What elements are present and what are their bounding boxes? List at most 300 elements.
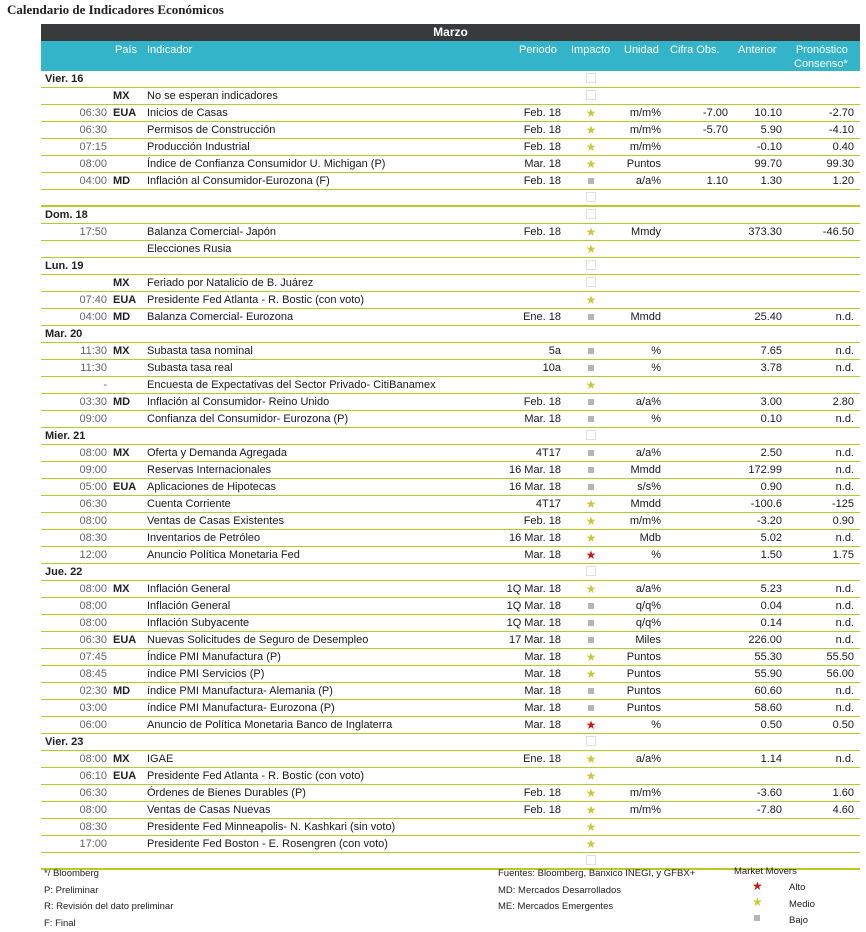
unit-cell: a/a%	[613, 175, 661, 187]
time-cell: -	[41, 379, 107, 391]
unit-cell: Puntos	[613, 668, 661, 680]
forecast-cell: 2.80	[791, 396, 854, 408]
unit-cell: Puntos	[613, 158, 661, 170]
table-row	[41, 632, 860, 649]
square-icon	[754, 915, 760, 921]
period-cell: Feb. 18	[481, 141, 561, 153]
day-header-row	[41, 564, 860, 581]
forecast-cell: 99.30	[791, 158, 854, 170]
indicator-cell: Nuevas Solicitudes de Seguro de Desempleo	[147, 634, 368, 646]
indicator-cell: Anuncio Política Monetaria Fed	[147, 549, 300, 561]
unit-cell: %	[613, 719, 661, 731]
forecast-cell: 1.60	[791, 787, 854, 799]
unit-cell: Puntos	[613, 702, 661, 714]
previous-cell: 0.14	[733, 617, 782, 629]
table-row	[41, 462, 860, 479]
square-icon	[579, 634, 603, 646]
col-indicador: Indicador	[147, 43, 192, 57]
star-icon: ★	[579, 124, 603, 137]
forecast-cell: n.d.	[791, 481, 854, 493]
forecast-cell: n.d.	[791, 685, 854, 697]
star-icon: ★	[579, 770, 603, 783]
day-label: Mar. 20	[45, 328, 82, 340]
notes-left	[44, 866, 173, 932]
indicator-cell: Presidente Fed Minneapolis- N. Kashkari (sin voto)	[147, 821, 395, 833]
empty-box-icon	[579, 430, 603, 443]
time-cell: 11:30	[41, 362, 107, 374]
empty-box-icon	[579, 90, 603, 103]
note-fuentes: Fuentes: Bloomberg, Banxico INEGI, y GFBX+	[498, 866, 695, 883]
period-cell: Feb. 18	[481, 124, 561, 136]
col-anterior: Anterior	[738, 43, 777, 57]
table-row	[41, 717, 860, 734]
day-header-row	[41, 207, 860, 224]
indicator-cell: Inflación al Consumidor-Eurozona (F)	[147, 175, 330, 187]
unit-cell: %	[613, 362, 661, 374]
notes-sources	[498, 866, 695, 916]
square-icon	[579, 447, 603, 459]
previous-cell: 1.30	[733, 175, 782, 187]
day-header-row	[41, 258, 860, 275]
day-label: Jue. 22	[45, 566, 82, 578]
day-header-row	[41, 71, 860, 88]
note-final: F: Final	[44, 916, 173, 932]
previous-cell: 55.30	[733, 651, 782, 663]
square-icon	[579, 481, 603, 493]
table-row	[41, 513, 860, 530]
col-pais: País	[115, 43, 137, 57]
forecast-cell: n.d.	[791, 702, 854, 714]
note-bloomberg: */ Bloomberg	[44, 866, 173, 883]
previous-cell: 0.50	[733, 719, 782, 731]
time-cell: 06:30	[41, 107, 107, 119]
previous-cell: -3.20	[733, 515, 782, 527]
table-row	[41, 598, 860, 615]
square-icon	[579, 413, 603, 425]
period-cell: Mar. 18	[481, 719, 561, 731]
table-row	[41, 292, 860, 309]
table-row	[41, 819, 860, 836]
square-icon	[579, 702, 603, 714]
period-cell: Feb. 18	[481, 107, 561, 119]
empty-box-icon	[579, 73, 603, 86]
unit-cell: Mmdy	[613, 226, 661, 238]
previous-cell: 60.60	[733, 685, 782, 697]
star-icon: ★	[579, 787, 603, 800]
unit-cell: a/a%	[613, 583, 661, 595]
forecast-cell: -46.50	[791, 226, 854, 238]
indicator-cell: Balanza Comercial- Japón	[147, 226, 276, 238]
indicator-cell: Inflación al Consumidor- Reino Unido	[147, 396, 329, 408]
star-icon: ★	[752, 879, 763, 893]
indicator-cell: Presidente Fed Atlanta - R. Bostic (con voto)	[147, 770, 364, 782]
indicator-cell: IGAE	[147, 753, 173, 765]
col-pronostico	[794, 43, 848, 71]
note-preliminar: P: Preliminar	[44, 883, 173, 900]
star-icon: ★	[579, 719, 603, 732]
unit-cell: s/s%	[613, 481, 661, 493]
period-cell: Ene. 18	[481, 311, 561, 323]
forecast-cell: 55.50	[791, 651, 854, 663]
country-cell: MD	[113, 396, 143, 408]
time-cell: 08:45	[41, 668, 107, 680]
indicator-cell: índice PMI Manufactura- Alemania (P)	[147, 685, 333, 697]
period-cell: 4T17	[481, 498, 561, 510]
table-row	[41, 615, 860, 632]
period-cell: Mar. 18	[481, 549, 561, 561]
empty-box-icon	[579, 260, 603, 273]
country-cell: MX	[113, 583, 143, 595]
unit-cell: q/q%	[613, 617, 661, 629]
forecast-cell: n.d.	[791, 600, 854, 612]
previous-cell: 1.14	[733, 753, 782, 765]
star-icon: ★	[579, 549, 603, 562]
forecast-cell: n.d.	[791, 532, 854, 544]
forecast-cell: -4.10	[791, 124, 854, 136]
indicator-cell: No se esperan indicadores	[147, 90, 278, 102]
time-cell: 09:00	[41, 464, 107, 476]
period-cell: 10a	[481, 362, 561, 374]
indicator-cell: Anuncio de Política Monetaria Banco de Inglaterra	[147, 719, 392, 731]
period-cell: Mar. 18	[481, 702, 561, 714]
star-icon: ★	[579, 532, 603, 545]
country-cell: MX	[113, 753, 143, 765]
indicator-cell: Órdenes de Bienes Durables (P)	[147, 787, 306, 799]
country-cell: MX	[113, 90, 143, 102]
empty-box-icon	[579, 277, 603, 290]
previous-cell: 0.04	[733, 600, 782, 612]
table-row	[41, 156, 860, 173]
day-label: Lun. 19	[45, 260, 84, 272]
unit-cell: %	[613, 413, 661, 425]
unit-cell: m/m%	[613, 107, 661, 119]
table-row	[41, 785, 860, 802]
table-row	[41, 700, 860, 717]
previous-cell: 3.78	[733, 362, 782, 374]
table-row	[41, 479, 860, 496]
empty-box-icon	[579, 192, 603, 205]
indicator-cell: Cuenta Corriente	[147, 498, 231, 510]
star-icon: ★	[579, 141, 603, 154]
previous-cell: 172.99	[733, 464, 782, 476]
forecast-cell: 56.00	[791, 668, 854, 680]
indicator-cell: Elecciones Rusia	[147, 243, 231, 255]
observed-cell: -7.00	[671, 107, 728, 119]
time-cell: 06:30	[41, 498, 107, 510]
table-row	[41, 649, 860, 666]
table-row	[41, 683, 860, 700]
indicator-cell: Oferta y Demanda Agregada	[147, 447, 287, 459]
legend-bajo: Bajo	[789, 915, 808, 926]
col-pronostico-line2: Consenso*	[794, 58, 848, 70]
unit-cell: Mmdd	[613, 464, 661, 476]
star-icon: ★	[579, 753, 603, 766]
period-cell: Mar. 18	[481, 413, 561, 425]
previous-cell: 373.30	[733, 226, 782, 238]
previous-cell: 7.65	[733, 345, 782, 357]
time-cell: 04:00	[41, 311, 107, 323]
unit-cell: m/m%	[613, 804, 661, 816]
square-icon	[579, 175, 603, 187]
indicator-cell: Aplicaciones de Hipotecas	[147, 481, 276, 493]
indicator-cell: Presidente Fed Atlanta - R. Bostic (con voto)	[147, 294, 364, 306]
previous-cell: 10.10	[733, 107, 782, 119]
country-cell: EUA	[113, 481, 143, 493]
time-cell: 06:10	[41, 770, 107, 782]
indicator-cell: índice PMI Servicios (P)	[147, 668, 264, 680]
period-cell: 16 Mar. 18	[481, 532, 561, 544]
unit-cell: m/m%	[613, 515, 661, 527]
indicator-cell: Subasta tasa real	[147, 362, 233, 374]
table-row	[41, 360, 860, 377]
forecast-cell: n.d.	[791, 753, 854, 765]
previous-cell: 5.23	[733, 583, 782, 595]
period-cell: Feb. 18	[481, 804, 561, 816]
period-cell: 1Q Mar. 18	[481, 617, 561, 629]
time-cell: 07:40	[41, 294, 107, 306]
table-row	[41, 581, 860, 598]
forecast-cell: n.d.	[791, 362, 854, 374]
star-icon: ★	[579, 158, 603, 171]
period-cell: Mar. 18	[481, 651, 561, 663]
square-icon	[579, 464, 603, 476]
country-cell: EUA	[113, 770, 143, 782]
forecast-cell: 0.50	[791, 719, 854, 731]
country-cell: EUA	[113, 107, 143, 119]
country-cell: MX	[113, 345, 143, 357]
day-header-row	[41, 326, 860, 343]
previous-cell: 58.60	[733, 702, 782, 714]
indicator-cell: Producción Industrial	[147, 141, 250, 153]
table-row	[41, 666, 860, 683]
day-label: Vier. 16	[45, 73, 83, 85]
unit-cell: m/m%	[613, 787, 661, 799]
time-cell: 06:30	[41, 634, 107, 646]
time-cell: 03:30	[41, 396, 107, 408]
empty-box-icon	[579, 566, 603, 579]
indicator-cell: Índice PMI Manufactura (P)	[147, 651, 281, 663]
square-icon	[579, 396, 603, 408]
empty-box-icon	[579, 736, 603, 749]
spacer-row	[41, 190, 860, 207]
period-cell: Ene. 18	[481, 753, 561, 765]
star-icon: ★	[579, 243, 603, 256]
previous-cell: -0.10	[733, 141, 782, 153]
unit-cell: q/q%	[613, 600, 661, 612]
time-cell: 04:00	[41, 175, 107, 187]
country-cell: MD	[113, 311, 143, 323]
time-cell: 06:00	[41, 719, 107, 731]
table-header	[41, 41, 860, 71]
star-icon: ★	[579, 498, 603, 511]
table-row	[41, 105, 860, 122]
indicator-cell: Confianza del Consumidor- Eurozona (P)	[147, 413, 348, 425]
indicator-cell: Ventas de Casas Existentes	[147, 515, 284, 527]
country-cell: EUA	[113, 634, 143, 646]
table-row	[41, 547, 860, 564]
country-cell: EUA	[113, 294, 143, 306]
previous-cell: 1.50	[733, 549, 782, 561]
forecast-cell: 1.20	[791, 175, 854, 187]
table-row	[41, 411, 860, 428]
previous-cell: 3.00	[733, 396, 782, 408]
forecast-cell: n.d.	[791, 345, 854, 357]
unit-cell: Puntos	[613, 651, 661, 663]
unit-cell: Miles	[613, 634, 661, 646]
day-label: Mier. 21	[45, 430, 85, 442]
page-title: Calendario de Indicadores Económicos	[7, 2, 224, 18]
indicator-cell: Permisos de Construcción	[147, 124, 275, 136]
table-row	[41, 802, 860, 819]
time-cell: 08:30	[41, 821, 107, 833]
star-icon: ★	[579, 515, 603, 528]
forecast-cell: n.d.	[791, 634, 854, 646]
day-label: Dom. 18	[45, 209, 88, 221]
unit-cell: Mmdd	[613, 311, 661, 323]
star-icon: ★	[579, 804, 603, 817]
previous-cell: 226.00	[733, 634, 782, 646]
unit-cell: %	[613, 345, 661, 357]
time-cell: 12:00	[41, 549, 107, 561]
time-cell: 08:00	[41, 515, 107, 527]
table-row	[41, 768, 860, 785]
unit-cell: %	[613, 549, 661, 561]
previous-cell: 2.50	[733, 447, 782, 459]
period-cell: Feb. 18	[481, 175, 561, 187]
time-cell: 08:00	[41, 617, 107, 629]
indicator-cell: Índice de Confianza Consumidor U. Michigan (P)	[147, 158, 385, 170]
time-cell: 07:15	[41, 141, 107, 153]
country-cell: MX	[113, 277, 143, 289]
time-cell: 08:30	[41, 532, 107, 544]
indicator-cell: Balanza Comercial- Eurozona	[147, 311, 293, 323]
col-cifra: Cifra Obs.	[670, 43, 720, 57]
note-me: ME: Mercados Emergentes	[498, 899, 695, 916]
previous-cell: 0.90	[733, 481, 782, 493]
col-periodo: Periodo	[519, 43, 557, 57]
star-icon: ★	[579, 821, 603, 834]
table-row	[41, 836, 860, 853]
table-row	[41, 173, 860, 190]
table-row	[41, 139, 860, 156]
previous-cell: 55.90	[733, 668, 782, 680]
period-cell: Feb. 18	[481, 396, 561, 408]
square-icon	[579, 600, 603, 612]
day-header-row	[41, 734, 860, 751]
calendar-table	[41, 71, 860, 870]
period-cell: Feb. 18	[481, 515, 561, 527]
forecast-cell: n.d.	[791, 617, 854, 629]
col-impacto: Impacto	[571, 43, 610, 57]
star-icon: ★	[579, 668, 603, 681]
square-icon	[579, 685, 603, 697]
star-icon: ★	[579, 226, 603, 239]
indicator-cell: índice PMI Manufactura- Eurozona (P)	[147, 702, 335, 714]
unit-cell: a/a%	[613, 753, 661, 765]
legend-title: Market Movers	[734, 866, 797, 877]
col-pronostico-line1: Pronóstico	[796, 44, 848, 56]
col-unidad: Unidad	[624, 43, 659, 57]
table-row	[41, 751, 860, 768]
period-cell: 1Q Mar. 18	[481, 583, 561, 595]
indicator-cell: Reservas Internacionales	[147, 464, 271, 476]
note-revision: R: Revisión del dato preliminar	[44, 899, 173, 916]
previous-cell: 25.40	[733, 311, 782, 323]
legend-medio: Medio	[789, 899, 815, 910]
time-cell: 08:00	[41, 804, 107, 816]
star-icon: ★	[752, 895, 763, 909]
time-cell: 09:00	[41, 413, 107, 425]
day-header-row	[41, 428, 860, 445]
period-cell: 17 Mar. 18	[481, 634, 561, 646]
time-cell: 06:30	[41, 124, 107, 136]
forecast-cell: n.d.	[791, 447, 854, 459]
time-cell: 11:30	[41, 345, 107, 357]
period-cell: Mar. 18	[481, 158, 561, 170]
unit-cell: m/m%	[613, 141, 661, 153]
table-row	[41, 241, 860, 258]
star-icon: ★	[579, 294, 603, 307]
table-row	[41, 445, 860, 462]
forecast-cell: 4.60	[791, 804, 854, 816]
observed-cell: 1.10	[671, 175, 728, 187]
time-cell: 08:00	[41, 447, 107, 459]
forecast-cell: 0.40	[791, 141, 854, 153]
indicator-cell: Subasta tasa nominal	[147, 345, 253, 357]
time-cell: 08:00	[41, 600, 107, 612]
period-cell: Mar. 18	[481, 668, 561, 680]
time-cell: 08:00	[41, 753, 107, 765]
table-row	[41, 343, 860, 360]
country-cell: MD	[113, 175, 143, 187]
star-icon: ★	[579, 651, 603, 664]
observed-cell: -5.70	[671, 124, 728, 136]
star-icon: ★	[579, 379, 603, 392]
forecast-cell: n.d.	[791, 583, 854, 595]
unit-cell: Puntos	[613, 685, 661, 697]
time-cell: 08:00	[41, 583, 107, 595]
unit-cell: Mdb	[613, 532, 661, 544]
square-icon	[579, 345, 603, 357]
previous-cell: -7.80	[733, 804, 782, 816]
time-cell: 03:00	[41, 702, 107, 714]
unit-cell: a/a%	[613, 447, 661, 459]
star-icon: ★	[579, 583, 603, 596]
star-icon: ★	[579, 838, 603, 851]
forecast-cell: n.d.	[791, 311, 854, 323]
time-cell: 06:30	[41, 787, 107, 799]
legend-alto: Alto	[789, 882, 805, 893]
period-cell: Feb. 18	[481, 226, 561, 238]
period-cell: 5a	[481, 345, 561, 357]
country-cell: MX	[113, 447, 143, 459]
forecast-cell: n.d.	[791, 413, 854, 425]
table-row	[41, 224, 860, 241]
period-cell: 16 Mar. 18	[481, 464, 561, 476]
star-icon: ★	[579, 107, 603, 120]
indicator-cell: Ventas de Casas Nuevas	[147, 804, 271, 816]
table-row	[41, 496, 860, 513]
previous-cell: -100.6	[733, 498, 782, 510]
time-cell: 05:00	[41, 481, 107, 493]
day-label: Vier. 23	[45, 736, 83, 748]
time-cell: 07:45	[41, 651, 107, 663]
table-row	[41, 88, 860, 105]
table-row	[41, 394, 860, 411]
unit-cell: m/m%	[613, 124, 661, 136]
forecast-cell: -125	[791, 498, 854, 510]
indicator-cell: Encuesta de Expectativas del Sector Privado- CitiBanamex	[147, 379, 436, 391]
